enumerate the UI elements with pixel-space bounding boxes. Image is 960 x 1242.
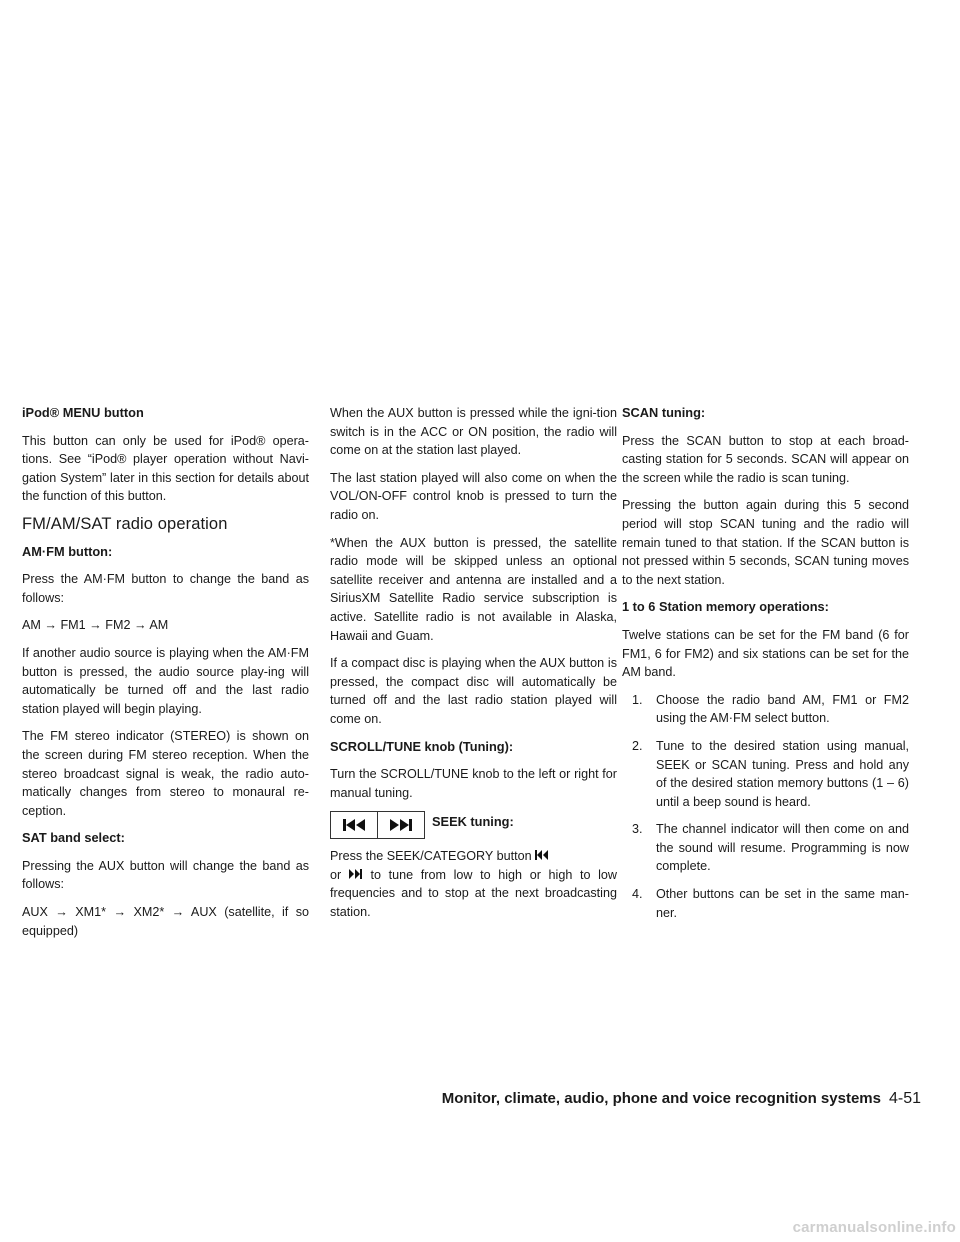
aux-paragraph-2: The last station played will also come on when the VOL/ON-OFF control knob is pressed to turn the radio on. bbox=[330, 470, 617, 522]
memory-paragraph: Twelve stations can be set for the FM band (6 for FM1, 6 for FM2) and six stations can be set for the AM band. bbox=[622, 627, 909, 680]
skip-forward-icon bbox=[388, 819, 414, 831]
ipod-menu-heading: iPod® MENU button bbox=[22, 405, 144, 420]
skip-back-icon bbox=[535, 850, 549, 860]
page-footer bbox=[0, 1090, 921, 1108]
skip-back-icon bbox=[341, 819, 367, 831]
registered-mark: ® bbox=[49, 405, 60, 420]
sat-heading: SAT band select: bbox=[22, 830, 125, 846]
page-number: 4-51 bbox=[888, 1090, 921, 1107]
scroll-tune-paragraph: Turn the SCROLL/TUNE knob to the left or right for manual tuning. bbox=[330, 767, 617, 800]
memory-heading: 1 to 6 Station memory operations: bbox=[622, 599, 829, 615]
watermark: carmanualsonline.info bbox=[792, 1219, 956, 1236]
amfm-paragraph: Press the AM·FM button to change the band as follows: bbox=[22, 572, 309, 605]
section-title: FM/AM/SAT radio operation bbox=[22, 514, 228, 533]
seek-tuning-label: SEEK tuning: bbox=[432, 813, 514, 829]
scroll-tune-heading: SCROLL/TUNE knob (Tuning): bbox=[330, 738, 514, 754]
skip-forward-icon bbox=[349, 869, 363, 879]
column-middle bbox=[330, 404, 617, 931]
amfm-paragraph-2: If another audio source is playing when the AM·FM button is pressed, the audio source play-ing will automatically be turned off and the last radio station played will begin playing. bbox=[22, 645, 309, 716]
amfm-heading: AM·FM button: bbox=[22, 543, 113, 559]
aux-paragraph-1: When the AUX button is pressed while the igni-tion switch is in the ACC or ON position, the radio will come on at the station last played. bbox=[330, 406, 617, 458]
seek-forward-button bbox=[377, 811, 425, 839]
column-left bbox=[22, 404, 309, 949]
sat-sequence: AUX → XM1* → XM2* → AUX (satellite, if so equipped) bbox=[22, 905, 309, 938]
footer-section-title: Monitor, climate, audio, phone and voice recognition systems bbox=[441, 1090, 881, 1107]
sat-paragraph: Pressing the AUX button will change the band as follows: bbox=[22, 858, 309, 892]
list-item: 2. Tune to the desired station using manual, SEEK or SCAN tuning. Press and hold any of the desired station memory buttons (1 – 6) until a beep sound is heard. bbox=[632, 738, 909, 809]
seek-buttons-figure bbox=[330, 811, 617, 839]
list-item: 1. Choose the radio band AM, FM1 or FM2 using the AM·FM select button. bbox=[632, 692, 909, 726]
ipod-menu-paragraph: This button can only be used for iPod® opera-tions. See “iPod® player operation without Navi-gation System” later in this section for details about the function of this button. bbox=[22, 433, 309, 504]
aux-paragraph-3: *When the AUX button is pressed, the satellite radio mode will be skipped unless an optional satellite receiver and antenna are installed and a SiriusXM Satellite Radio service subscription is active. Satellite radio is not available in Alaska, Hawaii and Guam. bbox=[330, 535, 617, 643]
amfm-sequence: AM → FM1 → FM2 → AM bbox=[22, 618, 169, 633]
list-item: 3. The channel indicator will then come on and the sound will resume. Programming is now complete. bbox=[632, 822, 909, 874]
seek-paragraph: Press the SEEK/CATEGORY button or to tune from low to high or high to low frequencies and to stop at the next broadcasting station. bbox=[330, 849, 618, 920]
amfm-paragraph-3: The FM stereo indicator (STEREO) is shown on the screen during FM stereo reception. When the stereo broadcast signal is weak, the radio auto-matically changes from stereo to monaural re-ception. bbox=[22, 729, 309, 818]
scan-heading: SCAN tuning: bbox=[622, 405, 706, 420]
scan-paragraph-2: Pressing the button again during this 5 second period will stop SCAN tuning and the radio will remain tuned to that station. If the SCAN button is not pressed within 5 seconds, SCAN tuning moves to the next station. bbox=[622, 498, 909, 587]
seek-back-button bbox=[330, 811, 378, 839]
memory-steps-list bbox=[622, 691, 909, 923]
list-item: 4. Other buttons can be set in the same man-ner. bbox=[632, 887, 909, 920]
aux-paragraph-4: If a compact disc is playing when the AUX button is pressed, the compact disc will automatically be turned off and the last radio station played will come on. bbox=[330, 656, 617, 726]
scan-paragraph-1: Press the SCAN button to stop at each broad-casting station for 5 seconds. SCAN will appear on the screen while the radio is scan tuning. bbox=[622, 433, 909, 485]
column-right bbox=[622, 404, 909, 931]
